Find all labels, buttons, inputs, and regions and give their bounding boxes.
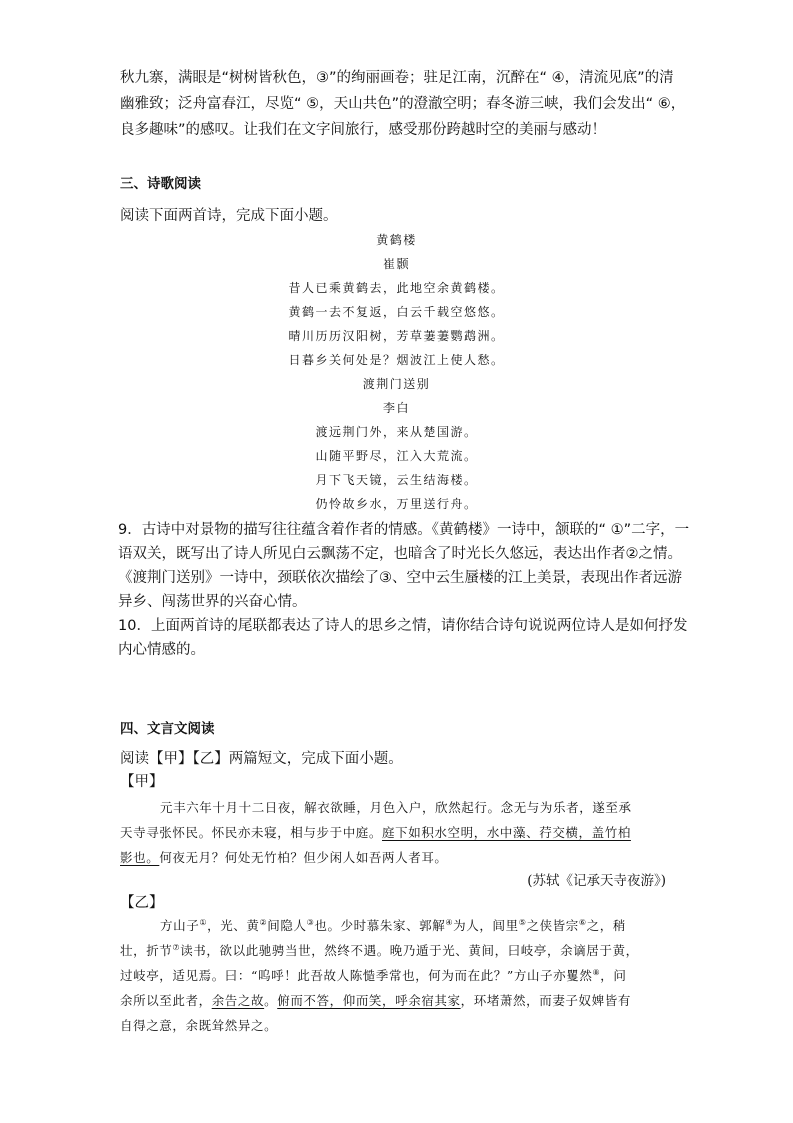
- passage-yi-label: 【乙】: [120, 895, 164, 911]
- poem2-line: 仍怜故乡水，万里送行舟。: [315, 497, 478, 511]
- passage-jia-label: 【甲】: [120, 774, 164, 790]
- passage-yi-underlined-sentence: 余告之故: [211, 993, 265, 1008]
- poem2-title: 渡荆门送别: [362, 377, 431, 391]
- poem2-line: 渡远荆门外，来从楚国游。: [315, 425, 478, 439]
- section3-heading: 三、诗歌阅读: [120, 176, 201, 192]
- poem1-line: 昔人已乘黄鹤去，此地空余黄鹤楼。: [288, 281, 505, 295]
- poem1-line: 黄鹤一去不复返，白云千载空悠悠。: [288, 305, 505, 319]
- passage-jia-underlined-sentence: 庭下如积水空明，水中藻、荇交横，盖竹柏: [382, 825, 631, 840]
- passage-jia-line-1: 元丰六年十月十二日夜，解衣欲睡，月色入户，欣然起行。念无与为乐者，遂至承: [160, 800, 632, 815]
- footnote-marker: ⑥: [578, 917, 587, 927]
- passage-yi-text: 过岐亭，适见焉。曰：“呜呼！此吾故人陈慥季常也，何为而在此？”方山子亦矍然: [120, 968, 593, 983]
- intro-line-1: 秋九寨，满眼是“树树皆秋色，③”的绚丽画卷；驻足江南，沉醉在“ ④，清流见底”的清: [120, 70, 674, 86]
- footnote-marker: ①: [199, 917, 208, 927]
- question-9-line-1: 9．古诗中对景物的描写往往蕴含着作者的情感。《黄鹤楼》一诗中，颔联的“ ①”二字，一: [118, 522, 690, 538]
- section4-instruction: 阅读【甲】【乙】两篇短文，完成下面小题。: [120, 751, 403, 767]
- section4-heading: 四、文言文阅读: [120, 721, 215, 737]
- poem2-line: 月下飞天镜，云生结海楼。: [315, 473, 478, 487]
- passage-yi-text: 余所以至此者，: [120, 993, 212, 1008]
- passage-yi-text: 方山子: [160, 918, 200, 933]
- footnote-marker: ④: [445, 917, 454, 927]
- intro-line-3: 良多趣味”的感叹。让我们在文字间旅行，感受那份跨越时空的美丽与感动！: [120, 122, 607, 138]
- passage-jia-text: 何夜无月？何处无竹柏？但少闲人如吾两人者耳。: [159, 850, 448, 865]
- passage-jia-source: (苏轼《记承天寺夜游》): [527, 873, 666, 889]
- passage-yi-text: 间隐人: [267, 918, 307, 933]
- passage-jia-line-3: [120, 848, 448, 866]
- passage-yi-text: 。: [264, 993, 278, 1008]
- passage-yi-line-3: [120, 966, 626, 984]
- question-9-line-4: 异乡、闯荡世界的兴奋心情。: [118, 594, 307, 610]
- passage-yi-text: 读书，欲以此驰骋当世，然终不遇。晚乃遁于光、黄间，曰岐亭，余谪居于黄，: [180, 943, 639, 958]
- question-10-line-2: 内心情感的。: [118, 642, 205, 658]
- poem1-line: 晴川历历汉阳树，芳草萋萋鹦鹉洲。: [288, 329, 505, 343]
- passage-yi-line-4: [120, 991, 631, 1009]
- passage-jia-text: 天寺寻张怀民。怀民亦未寝，相与步于中庭。: [120, 825, 383, 840]
- footnote-marker: ⑧: [592, 967, 601, 977]
- passage-yi-text: ，环堵萧然，而妻子奴婢皆有: [460, 993, 631, 1008]
- passage-yi-text: ，光、黄: [207, 918, 260, 933]
- poem2-author: 李白: [382, 401, 410, 415]
- footnote-marker: ③: [306, 917, 315, 927]
- passage-yi-text: 壮，折节: [120, 943, 173, 958]
- passage-yi-line-2: [120, 941, 639, 959]
- poem1-author: 崔颢: [382, 257, 410, 271]
- passage-yi-text: ，问: [600, 968, 627, 983]
- question-9-line-3: 《渡荆门送别》一诗中，颈联依次描绘了③、空中云生蜃楼的江上美景，表现出作者远游: [118, 570, 682, 586]
- passage-yi-text: 为人，闾里: [453, 918, 519, 933]
- passage-yi-underlined-sentence: 俯而不答，仰而笑，呼余宿其家: [277, 993, 461, 1008]
- passage-jia-underlined-sentence: 影也。: [120, 850, 160, 865]
- passage-yi-text: 之侠皆宗: [526, 918, 579, 933]
- passage-yi-text: 也。少时慕朱家、郭解: [314, 918, 446, 933]
- footnote-marker: ⑤: [518, 917, 527, 927]
- question-9-line-2: 语双关，既写出了诗人所见白云飘荡不定，也暗含了时光长久悠远，表达出作者②之情。: [118, 546, 682, 562]
- poem2-line: 山随平野尽，江入大荒流。: [315, 449, 478, 463]
- footnote-marker: ②: [259, 917, 268, 927]
- poem1-title: 黄鹤楼: [376, 233, 417, 247]
- intro-line-2: 幽雅致；泛舟富春江，尽览“ ⑤，天山共色”的澄澈空明；春冬游三峡，我们会发出“ ⑥，: [120, 96, 686, 112]
- passage-yi-line-5: 自得之意，余既耸然异之。: [120, 1018, 278, 1033]
- passage-jia-line-2: [120, 823, 631, 841]
- passage-yi-line-1: [160, 916, 626, 934]
- poem1-line: 日暮乡关何处是？烟波江上使人愁。: [288, 353, 505, 367]
- question-10-line-1: 10．上面两首诗的尾联都表达了诗人的思乡之情，请你结合诗句说说两位诗人是如何抒发: [118, 618, 688, 634]
- section3-instruction: 阅读下面两首诗，完成下面小题。: [120, 208, 338, 224]
- passage-yi-text: 之，稍: [586, 918, 626, 933]
- footnote-marker: ⑦: [172, 942, 181, 952]
